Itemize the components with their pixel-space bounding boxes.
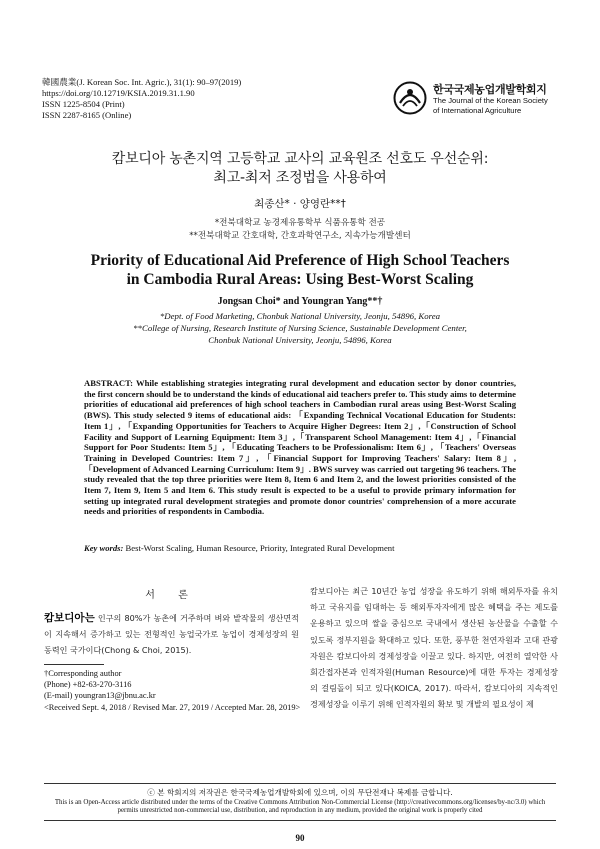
title-en (0, 251, 600, 289)
title-en-line1: Priority of Educational Aid Preference of High School Teachers (90, 252, 510, 269)
society-name-en-line1: The Journal of the Korean Society (433, 96, 548, 105)
copyright-notice-ko: ⓒ 본 학회지의 저작권은 한국국제농업개발학회에 있으며, 이의 무단전재나 복제를 금합니다. (147, 788, 453, 797)
issn-online: ISSN 2287-8165 (Online) (42, 110, 132, 120)
journal-citation: 韓國農業(J. Korean Soc. Int. Agric.), 31(1): 90–97(2019) (42, 77, 242, 87)
footnote (44, 668, 300, 713)
abstract-text: While establishing strategies integrating rural development and education sector by donor countries, the first concern should be to understand the kinds of educational aid teachers prefer to. This study aims to determine priorities of educational aid preferences of high school teachers in Cambodian rural areas using Best-Worst Scaling (BWS). This study selected 9 items of educational aids: 「Expanding Technical Vocational Education for Students: Item 1」, 「Expanding Opportunities for Teachers to Acquire Higher Degrees: Item 2」,「Construction of School Facility and Support of Learning Equipment: Item 3」,「Transparent School Management: Item 4」,「Financial Support for Poor Students: Item 5」, 「Educating Teachers to be Professionalism: Item 6」, 「Teachers' Overseas Training in Developed Countries: Item 7」, 「Financial Support for Improving Teachers' Salary: Item 8」, 「Development of Advanced Learning Curriculum: Item 9」. BWS survey was carried out targeting 96 teachers. The study revealed that the top three priorities were Item 8, Item 6 and Item 2, and the lowest priorities consisted of the Item 7, Item 9, Item 5 and Item 6. This study result is expected to be a useful to provide primary information for setting up integrated rural development strategies and promote donor countries' comprehension of a more accurate needs and priorities of respondents in Cambodia. (84, 378, 516, 517)
keywords (84, 543, 516, 553)
abstract (84, 378, 516, 517)
license-box (44, 783, 556, 821)
received-dates: <Received Sept. 4, 2018 / Revised Mar. 27, 2019 / Accepted Mar. 28, 2019> (44, 702, 301, 712)
title-ko-line1: 캄보디아 농촌지역 고등학교 교사의 교육원조 선호도 우선순위: (111, 151, 489, 167)
footnote-divider (44, 664, 104, 665)
society-emblem-icon (393, 81, 427, 115)
intro-left-paragraph (44, 610, 299, 658)
title-ko-line2: 최고-최저 조정법을 사용하여 (213, 170, 387, 186)
authors-en: Jongsan Choi* and Youngran Yang**† (217, 296, 383, 307)
author-email[interactable]: (E-mail) youngran13@jbnu.ac.kr (44, 691, 156, 701)
intro-right-paragraph: 캄보디아는 최근 10년간 농업 성장을 유도하기 위해 해외투자를 유치하고 국유지를 임대하는 등 해외투자자에게 많은 혜택을 주는 제도를 운용하고 있으며 쌀을 중심으로 국내에서 생산된 농산물을 수출할 수 있도록 정부지원을 확대하고 있다. 또한, 풍부한 천연자원과 고대 관광자원은 캄보디아의 경제성장을 이끌고 있다. 하지만, 여전히 열악한 사회간접자본과 인적자원(Human Resource)에 대한 투자는 경제성장의 걸림돌이 되고 있다(KOICA, 2017). 따라서, 캄보디아의 지속적인 경제성장을 이루기 위해 인적자원의 확보 및 개발의 필요성이 제 (310, 586, 558, 710)
keywords-text: Best-Worst Scaling, Human Resource, Priority, Integrated Rural Development (125, 543, 395, 553)
affiliation-ko-1: *전북대학교 농경제유통학부 식품유통학 전공 (214, 218, 386, 228)
license-line1: This is an Open-Access article distributed under the terms of the Creative Commons Attribution Non-Commercial License (http://creativecommons.org/licenses/by-nc/3.0) which (54, 799, 546, 806)
abstract-label: ABSTRACT: (84, 378, 134, 388)
corresponding-author: †Corresponding author (44, 669, 122, 678)
page-number: 90 (295, 833, 305, 843)
section-heading-intro: 서 론 (145, 590, 198, 601)
affiliation-ko-2: **전북대학교 간호대학, 간호과학연구소, 지속가능개발센터 (189, 231, 411, 241)
intro-left-text: 인구의 80%가 농촌에 거주하며 벼와 밭작물의 생산면적이 지속해서 증가하고 있는 전형적인 농업국가로 농업이 경제성장의 원동력인 국가이다(Chong & Choi, 2015). (44, 613, 299, 655)
affiliation-en-1: *Dept. of Food Marketing, Chonbuk National University, Jeonju, 54896, Korea (159, 311, 441, 321)
author-phone: (Phone) +82-63-270-3116 (44, 680, 132, 690)
affiliation-en-3: Chonbuk National University, Jeonju, 54896, Korea (208, 335, 392, 345)
doi-link[interactable]: https://doi.org/10.12719/KSIA.2019.31.1.90 (42, 88, 195, 98)
authors-ko: 최종산* · 양영란**† (254, 198, 346, 210)
society-name-en-line2: of International Agriculture (433, 105, 522, 115)
society-logo (393, 79, 563, 119)
intro-lead-word: 캄보디아는 (44, 612, 95, 624)
license-line2: permits unrestricted non-commercial use, distribution, and reproduction in any medium, provided the original work is properly cited (117, 807, 483, 815)
license-notice-en (44, 799, 556, 816)
issn-print: ISSN 1225-8504 (Print) (42, 99, 125, 109)
society-name-en (433, 96, 548, 115)
title-en-line2: in Cambodia Rural Areas: Using Best-Worst Scaling (126, 271, 474, 288)
society-name-ko: 한국국제농업개발학회지 (433, 83, 547, 96)
keywords-label: Key words: (84, 543, 124, 553)
affiliation-en-2: **College of Nursing, Research Institute of Nursing Science, Sustainable Development Center, (133, 323, 467, 333)
journal-header (42, 77, 241, 121)
